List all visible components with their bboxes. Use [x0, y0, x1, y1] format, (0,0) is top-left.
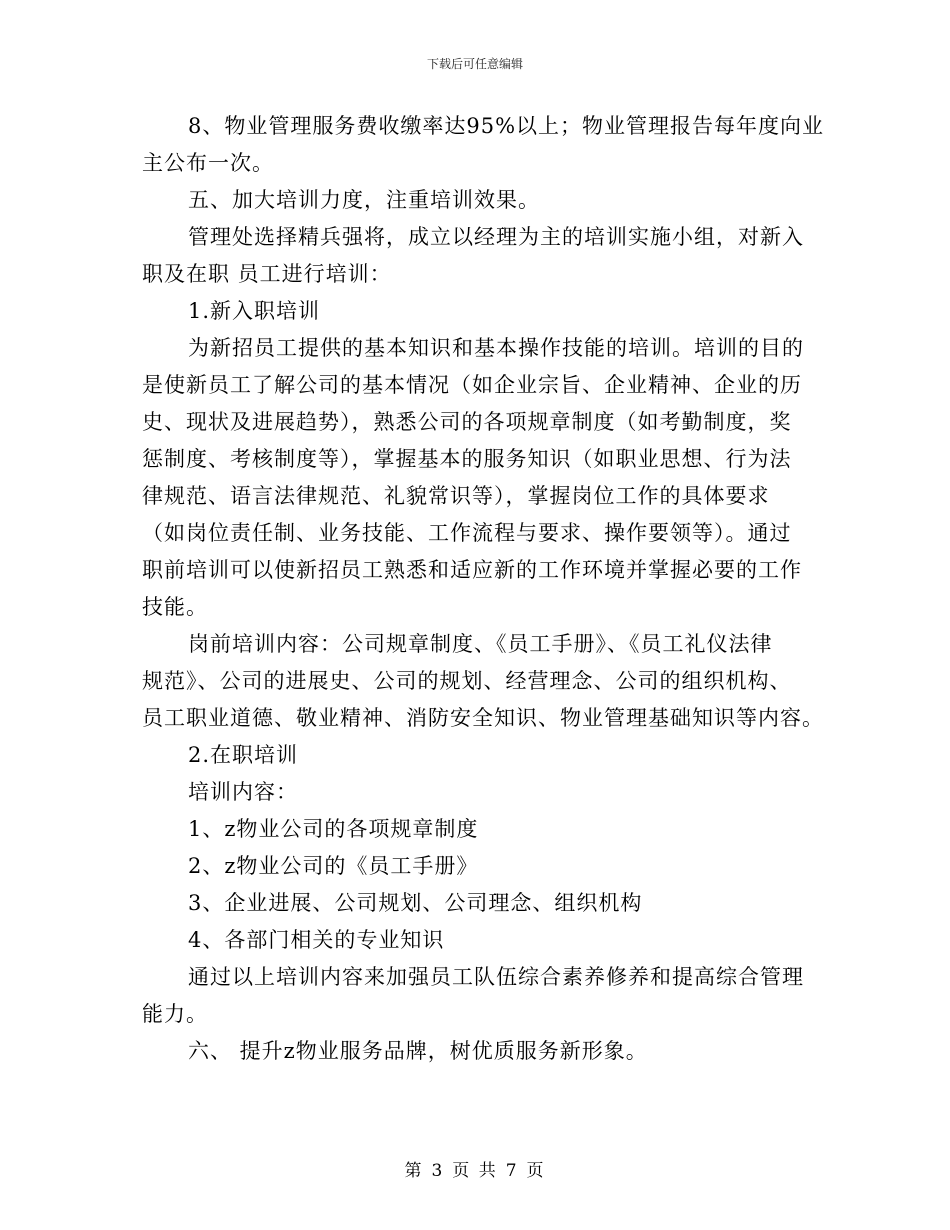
page-total: 7	[505, 1161, 519, 1181]
page-header: 下载后可任意编辑	[426, 57, 523, 71]
page-footer	[0, 1156, 950, 1181]
text-line: 岗前培训内容：公司规章制度、《员工手册》、《员工礼仪法律	[188, 632, 773, 656]
text-line: 史、现状及进展趋势），熟悉公司的各项规章制度（如考勤制度，奖	[142, 410, 792, 434]
list-item: 1、z物业公司的各项规章制度	[188, 817, 479, 841]
text-line: 职前培训可以使新招员工熟悉和适应新的工作环境并掌握必要的工作	[142, 558, 802, 582]
document-body	[142, 108, 825, 1070]
text-line: 8、物业管理服务费收缴率达95%以上；物业管理报告每年度向业	[188, 114, 825, 138]
list-item: 3、企业进展、公司规划、公司理念、组织机构	[188, 891, 643, 915]
footer-prefix: 第	[404, 1161, 424, 1181]
text-line: 培训内容：	[188, 780, 298, 804]
page-number: 3	[431, 1161, 445, 1181]
section-heading: 五、加大培训力度，注重培训效果。	[188, 188, 540, 212]
text-line: 能力。	[142, 1002, 208, 1026]
text-line: 为新招员工提供的基本知识和基本操作技能的培训。培训的目的	[188, 336, 804, 360]
list-item: 4、各部门相关的专业知识	[188, 928, 445, 952]
text-line: 是使新员工了解公司的基本情况（如企业宗旨、企业精神、企业的历	[142, 373, 802, 397]
list-item: 2、z物业公司的《员工手册》	[188, 854, 479, 878]
section-heading: 六、 提升z物业服务品牌，树优质服务新形象。	[188, 1039, 648, 1063]
text-line: 惩制度、考核制度等），掌握基本的服务知识（如职业思想、行为法	[142, 447, 792, 471]
footer-mid: 页 共	[452, 1161, 498, 1181]
text-line: 职及在职 员工进行培训：	[142, 262, 392, 286]
text-line: 技能。	[142, 595, 208, 619]
text-line: 规范》、公司的进展史、公司的规划、经营理念、公司的组织机构、	[142, 669, 792, 693]
text-line: 主公布一次。	[142, 151, 274, 175]
text-line: （如岗位责任制、业务技能、工作流程与要求、操作要领等）。通过	[142, 521, 792, 545]
text-line: 通过以上培训内容来加强员工队伍综合素养修养和提高综合管理	[188, 965, 804, 989]
subsection-heading: 1.新入职培训	[188, 299, 321, 323]
text-line: 律规范、语言法律规范、礼貌常识等），掌握岗位工作的具体要求	[142, 484, 770, 508]
footer-suffix: 页	[526, 1161, 546, 1181]
text-line: 管理处选择精兵强将，成立以经理为主的培训实施小组，对新入	[188, 225, 804, 249]
subsection-heading: 2.在职培训	[188, 743, 299, 767]
text-line: 员工职业道德、敬业精神、消防安全知识、物业管理基础知识等内容。	[142, 706, 824, 730]
